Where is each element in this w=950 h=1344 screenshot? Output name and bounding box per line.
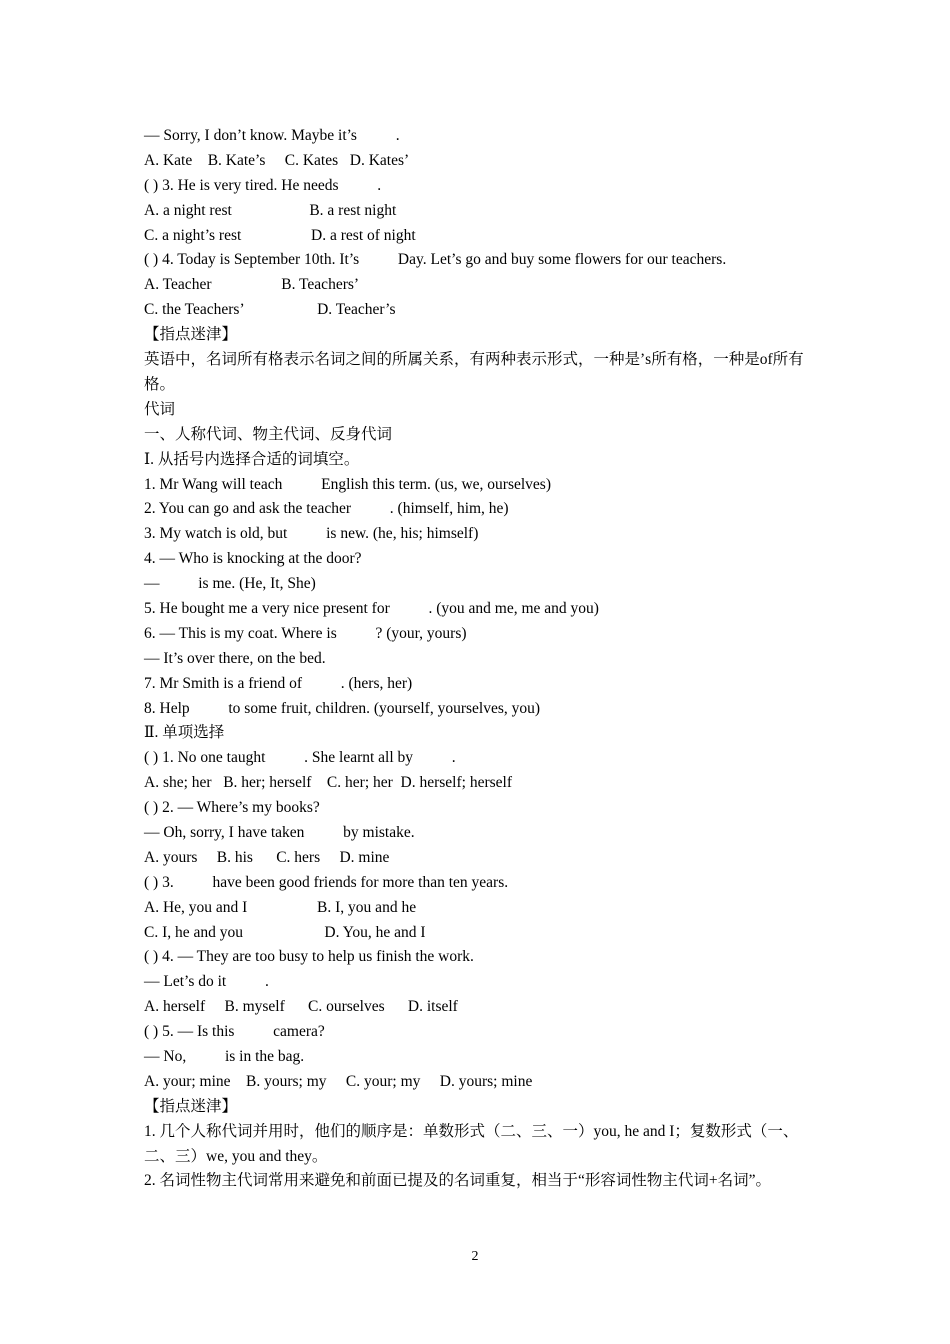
text-line: 1. Mr Wang will teach English this term. (us, we, ourselves) bbox=[144, 475, 551, 493]
text-line: ( ) 3. have been good friends for more than ten years. bbox=[144, 873, 509, 891]
text-line: C. I, he and you D. You, he and I bbox=[144, 923, 426, 941]
text-line: A. Kate B. Kate’s C. Kates D. Kates’ bbox=[144, 151, 410, 169]
text-paragraph: 1. 几个人称代词并用时，他们的顺序是：单数形式（二、三、一）you, he and I；复数形式（一、二、三）we, you and they。 bbox=[144, 1122, 799, 1165]
text-line: ( ) 3. He is very tired. He needs . bbox=[144, 176, 382, 194]
text-line: 6. — This is my coat. Where is ? (your, yours) bbox=[144, 624, 467, 642]
text-line: C. a night’s rest D. a rest of night bbox=[144, 226, 416, 244]
text-line: ( ) 1. No one taught . She learnt all by . bbox=[144, 749, 456, 767]
section-heading: 【指点迷津】 bbox=[144, 326, 238, 344]
text-line: 5. He bought me a very nice present for . (you and me, me and you) bbox=[144, 599, 599, 617]
text-line: ( ) 4. — They are too busy to help us finish the work. bbox=[144, 948, 474, 966]
text-line: A. a night rest B. a rest night bbox=[144, 201, 397, 219]
text-line: 2. You can go and ask the teacher . (himself, him, he) bbox=[144, 500, 509, 518]
section-heading: Ⅰ. 从括号内选择合适的词填空。 bbox=[144, 450, 360, 468]
text-line: 8. Help to some fruit, children. (yourself, yourselves, you) bbox=[144, 699, 541, 717]
text-paragraph: 英语中，名词所有格表示名词之间的所属关系，有两种表示形式，一种是’s所有格，一种是of所有格。 bbox=[144, 351, 804, 393]
text-line: 4. — Who is knocking at the door? bbox=[144, 550, 362, 568]
text-line: ( ) 5. — Is this camera? bbox=[144, 1023, 325, 1041]
text-line: — Oh, sorry, I have taken by mistake. bbox=[144, 823, 415, 841]
text-line: A. she; her B. her; herself C. her; her D. herself; herself bbox=[144, 774, 513, 792]
text-line: — No, is in the bag. bbox=[144, 1047, 305, 1065]
section-heading: 一、人称代词、物主代词、反身代词 bbox=[144, 425, 393, 443]
text-line: A. He, you and I B. I, you and he bbox=[144, 898, 417, 916]
text-line: A. your; mine B. yours; my C. your; my D. yours; mine bbox=[144, 1072, 533, 1090]
text-line: — Let’s do it . bbox=[144, 973, 269, 991]
text-line: ( ) 4. Today is September 10th. It’s Day. Let’s go and buy some flowers for our teachers. bbox=[144, 251, 727, 269]
page-number: 2 bbox=[471, 1249, 479, 1264]
text-line: A. Teacher B. Teachers’ bbox=[144, 276, 360, 294]
text-line: A. herself B. myself C. ourselves D. itself bbox=[144, 998, 458, 1016]
text-line: — is me. (He, It, She) bbox=[144, 575, 316, 593]
section-heading: Ⅱ. 单项选择 bbox=[144, 724, 225, 742]
text-line: A. yours B. his C. hers D. mine bbox=[144, 848, 390, 866]
section-heading: 代词 bbox=[144, 400, 176, 418]
text-line: — It’s over there, on the bed. bbox=[144, 649, 326, 667]
text-line: C. the Teachers’ D. Teacher’s bbox=[144, 301, 396, 319]
text-line: 3. My watch is old, but is new. (he, his; himself) bbox=[144, 525, 479, 543]
text-line: — Sorry, I don’t know. Maybe it’s . bbox=[144, 127, 400, 144]
text-line: ( ) 2. — Where’s my books? bbox=[144, 799, 320, 817]
text-line: 7. Mr Smith is a friend of . (hers, her) bbox=[144, 674, 413, 692]
text-paragraph: 2. 名词性物主代词常用来避免和前面已提及的名词重复，相当于“形容词性物主代词+名词”。 bbox=[144, 1172, 772, 1190]
section-heading: 【指点迷津】 bbox=[144, 1097, 238, 1115]
document-page bbox=[144, 124, 824, 1194]
